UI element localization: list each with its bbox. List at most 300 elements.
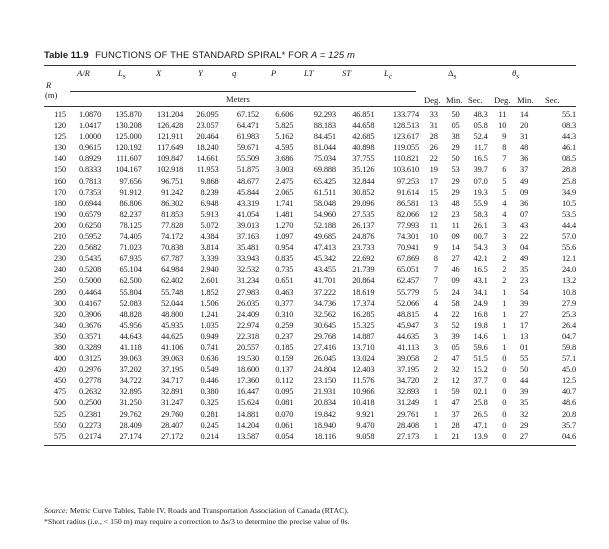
- table-cell: 78.125: [119, 220, 142, 230]
- table-cell: 0.2778: [79, 376, 102, 386]
- table-cell: 210: [53, 232, 66, 242]
- table-cell: 0.2381: [79, 409, 102, 419]
- table-cell: 15.325: [352, 320, 375, 330]
- table-cell: 12: [451, 376, 460, 386]
- table-cell: 0.8929: [79, 154, 102, 164]
- table-cell: 24.804: [313, 365, 336, 375]
- table-cell: 42.1: [473, 254, 488, 264]
- table-cell: 39.058: [396, 354, 420, 364]
- table-cell: 103.610: [392, 165, 420, 175]
- table-row: [44, 275, 576, 286]
- table-cell: 26.137: [352, 220, 375, 230]
- table-cell: 230: [53, 254, 66, 264]
- table-cell: 51.875: [236, 165, 260, 175]
- table-cell: 1: [502, 287, 507, 297]
- table-cell: 0.5682: [79, 243, 102, 253]
- table-row: [44, 320, 576, 331]
- table-cell: 45.947: [396, 320, 420, 330]
- table-cell: 22.974: [236, 320, 260, 330]
- table-cell: 41.701: [313, 276, 336, 286]
- table-cell: 07.0: [473, 176, 488, 186]
- header-y: Y: [198, 68, 203, 78]
- table-cell: 0.446: [200, 376, 219, 386]
- table-cell: 380: [53, 342, 66, 352]
- table-cell: 27: [451, 254, 460, 264]
- table-cell: 0.259: [275, 320, 294, 330]
- table-cell: 340: [53, 320, 66, 330]
- table-cell: 35.126: [352, 165, 375, 175]
- table-cell: 02.1: [473, 387, 488, 397]
- table-cell: 34.717: [161, 376, 184, 386]
- table-cell: 48.3: [473, 110, 488, 119]
- table-cell: 54.960: [313, 209, 336, 219]
- table-cell: 13.024: [352, 354, 375, 364]
- table-cell: 50: [520, 365, 529, 375]
- table-cell: 180: [53, 198, 66, 208]
- table-cell: 2: [502, 265, 507, 275]
- table-cell: 133.774: [392, 110, 420, 119]
- table-cell: 53.5: [561, 209, 576, 219]
- table-cell: 09: [451, 276, 460, 286]
- table-cell: 14: [451, 243, 460, 253]
- header-a-over-r: A/R: [77, 68, 90, 78]
- table-cell: 1: [502, 298, 507, 308]
- table-row: [44, 231, 576, 242]
- table-cell: 74.405: [119, 232, 142, 242]
- table-cell: 119.055: [393, 143, 420, 153]
- table-cell: 9.058: [356, 431, 375, 441]
- table-cell: 16.5: [473, 154, 488, 164]
- table-cell: 400: [53, 354, 66, 364]
- table-cell: 08.5: [561, 154, 576, 164]
- table-cell: 1: [433, 398, 438, 408]
- table-cell: 125.000: [115, 132, 142, 142]
- table-cell: 2.065: [275, 187, 294, 197]
- table-cell: 57.0: [561, 232, 576, 242]
- table-cell: 51.5: [473, 354, 488, 364]
- table-cell: 53: [451, 165, 460, 175]
- table-cell: 22.692: [352, 254, 375, 264]
- table-cell: 65.104: [119, 265, 142, 275]
- table-cell: 05.8: [473, 121, 488, 131]
- table-cell: 48: [451, 198, 460, 208]
- table-cell: 34.1: [473, 287, 488, 297]
- table-cell: 5.825: [275, 121, 294, 131]
- table-cell: 30.852: [352, 187, 375, 197]
- table-cell: 9.868: [200, 176, 219, 186]
- table-cell: 81.044: [313, 143, 336, 153]
- table-cell: 525: [53, 409, 66, 419]
- table-cell: 23.733: [352, 243, 375, 253]
- table-cell: 45.956: [119, 320, 142, 330]
- table-cell: 13.710: [352, 342, 375, 352]
- table-cell: 2: [433, 376, 438, 386]
- table-cell: 31.250: [119, 398, 142, 408]
- table-footer: [44, 505, 576, 527]
- table-cell: 10.418: [352, 398, 375, 408]
- table-cell: 34.722: [119, 376, 142, 386]
- table-cell: 00.7: [473, 232, 488, 242]
- table-cell: 19: [429, 165, 438, 175]
- table-cell: 27.535: [352, 209, 375, 219]
- table-cell: 48.6: [561, 398, 576, 408]
- table-cell: 01: [520, 342, 529, 352]
- table-cell: 26.035: [236, 298, 260, 308]
- header-r-unit: (m): [45, 90, 58, 100]
- table-cell: 0.2976: [79, 365, 102, 375]
- table-cell: 18.240: [196, 143, 219, 153]
- table-cell: 117.649: [157, 143, 184, 153]
- table-body: [44, 109, 576, 442]
- table-cell: 62.500: [119, 276, 142, 286]
- table-cell: 33.943: [236, 254, 260, 264]
- table-cell: 32.893: [396, 387, 420, 397]
- table-cell: 4: [433, 309, 438, 319]
- table-cell: 1: [502, 320, 507, 330]
- table-cell: 20: [520, 121, 529, 131]
- table-row: [44, 386, 576, 397]
- table-cell: 15: [429, 187, 438, 197]
- table-cell: 17.360: [236, 376, 260, 386]
- table-cell: 65.051: [396, 265, 420, 275]
- table-cell: 0.095: [275, 387, 294, 397]
- table-cell: 61.983: [236, 132, 260, 142]
- table-cell: 26.1: [473, 220, 488, 230]
- table-cell: 44.625: [161, 331, 184, 341]
- table-cell: 0.2174: [79, 431, 102, 441]
- table-cell: 77.993: [396, 220, 420, 230]
- table-row: [44, 253, 576, 264]
- table-cell: 8: [502, 143, 507, 153]
- source-text: Metric Curve Tables, Table IV, Roads and Transportation Association of Canada (RTAC).: [69, 506, 349, 515]
- table-cell: 1.506: [200, 298, 219, 308]
- table-cell: 21.931: [313, 387, 336, 397]
- table-cell: 64.984: [161, 265, 184, 275]
- table-cell: 1: [433, 431, 438, 441]
- table-title-a-value: A = 125 m: [310, 50, 356, 61]
- table-row: [44, 420, 576, 431]
- table-cell: 0.6944: [79, 198, 102, 208]
- table-cell: 1.241: [200, 309, 219, 319]
- table-cell: 15.624: [236, 398, 260, 408]
- table-cell: 14.661: [196, 154, 219, 164]
- table-cell: 0.245: [200, 420, 219, 430]
- table-cell: 1.270: [275, 220, 294, 230]
- table-cell: 09: [451, 232, 460, 242]
- table-cell: 28.408: [396, 420, 420, 430]
- table-number: Table 11.9: [44, 50, 89, 61]
- table-cell: 19.842: [313, 409, 336, 419]
- table-cell: 9: [502, 132, 507, 142]
- table-cell: 13.2: [561, 276, 576, 286]
- table-cell: 111.607: [116, 154, 142, 164]
- table-cell: 131.204: [157, 110, 184, 119]
- table-cell: 140: [53, 154, 66, 164]
- table-cell: 1: [502, 331, 507, 341]
- table-cell: 0.4167: [79, 298, 102, 308]
- table-cell: 44.3: [561, 132, 576, 142]
- table-cell: 27.983: [236, 287, 260, 297]
- table-cell: 34.720: [396, 376, 420, 386]
- table-cell: 11: [451, 220, 460, 230]
- table-cell: 0.2632: [79, 387, 102, 397]
- table-cell: 18.600: [236, 365, 260, 375]
- table-row: [44, 109, 576, 120]
- header-delta: $\Delta_s$: [448, 68, 457, 81]
- table-cell: 47: [451, 354, 460, 364]
- table-cell: 22: [520, 232, 529, 242]
- table-cell: 12.403: [352, 365, 375, 375]
- table-cell: 9.921: [356, 409, 375, 419]
- table-row: [44, 153, 576, 164]
- table-cell: 29.762: [119, 409, 142, 419]
- table-cell: 0.741: [200, 342, 219, 352]
- table-row: [44, 264, 576, 275]
- table-row: [44, 209, 576, 220]
- table-cell: 0.3906: [79, 309, 102, 319]
- table-cell: 32.891: [161, 387, 184, 397]
- table-cell: 34.9: [561, 187, 576, 197]
- table-cell: 0.3676: [79, 320, 102, 330]
- table-cell: 58.048: [313, 198, 336, 208]
- table-cell: 74.172: [161, 232, 184, 242]
- table-cell: 55.779: [396, 287, 420, 297]
- table-cell: 44.635: [396, 331, 420, 341]
- table-cell: 45.0: [561, 365, 576, 375]
- table-row: [44, 220, 576, 231]
- bottom-rule: [44, 445, 576, 446]
- table-cell: 0.214: [200, 431, 219, 441]
- table-row: [44, 242, 576, 253]
- table-cell: 49: [520, 254, 529, 264]
- header-sec-1: Sec.: [468, 95, 483, 105]
- table-cell: 48.815: [396, 309, 420, 319]
- table-cell: 52.083: [119, 298, 142, 308]
- table-cell: 0.081: [275, 398, 294, 408]
- table-cell: 32: [451, 365, 460, 375]
- table-cell: 42.685: [352, 132, 375, 142]
- table-cell: 70.838: [161, 243, 184, 253]
- table-cell: 0.949: [200, 331, 219, 341]
- table-cell: 45.844: [236, 187, 260, 197]
- table-cell: 23.150: [313, 376, 336, 386]
- table-cell: 09: [520, 187, 529, 197]
- table-cell: 130.208: [115, 121, 142, 131]
- header-st: ST: [342, 68, 352, 78]
- table-cell: 3.339: [200, 254, 219, 264]
- table-cell: 8.239: [200, 187, 219, 197]
- table-cell: 35.481: [236, 243, 260, 253]
- table-row: [44, 353, 576, 364]
- table-cell: 25.8: [473, 398, 488, 408]
- table-cell: 32.562: [313, 309, 336, 319]
- table-cell: 28.8: [561, 165, 576, 175]
- table-cell: 14.887: [352, 331, 375, 341]
- table-cell: 81.853: [161, 209, 184, 219]
- table-cell: 41.118: [119, 342, 142, 352]
- table-cell: 3: [502, 220, 507, 230]
- table-cell: 26: [429, 143, 438, 153]
- table-cell: 2.475: [275, 176, 294, 186]
- table-cell: 1.481: [275, 209, 294, 219]
- table-cell: 23: [520, 276, 529, 286]
- table-cell: 0: [502, 354, 507, 364]
- table-cell: 11.953: [196, 165, 219, 175]
- table-cell: 3: [433, 320, 438, 330]
- table-cell: 69.888: [313, 165, 336, 175]
- table-cell: 24.876: [352, 232, 375, 242]
- table-cell: 04: [520, 243, 529, 253]
- table-cell: 0.185: [275, 342, 294, 352]
- table-cell: 39: [520, 298, 529, 308]
- table-cell: 0.061: [275, 420, 294, 430]
- table-cell: 2: [433, 365, 438, 375]
- table-cell: 6.606: [275, 110, 294, 119]
- table-cell: 0.377: [275, 298, 294, 308]
- table-cell: 0.137: [275, 365, 294, 375]
- table-cell: 29.096: [352, 198, 375, 208]
- table-cell: 37.195: [396, 365, 420, 375]
- table-cell: 28: [429, 132, 438, 142]
- table-cell: 41.113: [397, 342, 420, 352]
- table-cell: 64.471: [236, 121, 260, 131]
- table-row: [44, 375, 576, 386]
- table-cell: 82.066: [396, 209, 420, 219]
- table-cell: 48: [520, 143, 529, 153]
- header-meters: Meters: [226, 94, 250, 104]
- table-row: [44, 176, 576, 187]
- table-cell: 104.167: [115, 165, 142, 175]
- table-cell: 29: [520, 420, 529, 430]
- table-cell: 62.402: [161, 276, 184, 286]
- table-cell: 65.425: [313, 176, 336, 186]
- table-cell: 13.587: [236, 431, 260, 441]
- table-cell: 61.511: [314, 187, 336, 197]
- table-cell: 3.686: [275, 154, 294, 164]
- table-cell: 26.4: [561, 320, 576, 330]
- table-cell: 15.2: [473, 365, 488, 375]
- table-cell: 37.163: [236, 232, 260, 242]
- table-cell: 0.3571: [79, 331, 102, 341]
- table-cell: 120.192: [115, 143, 142, 153]
- table-cell: 25.8: [561, 176, 576, 186]
- table-cell: 37.195: [161, 365, 184, 375]
- table-cell: 37.202: [119, 365, 142, 375]
- table-cell: 16.447: [236, 387, 260, 397]
- table-cell: 45.342: [313, 254, 336, 264]
- table-cell: 96.751: [161, 176, 184, 186]
- table-cell: 1.852: [200, 287, 219, 297]
- table-cell: 31: [520, 132, 529, 142]
- table-cell: 0.325: [200, 398, 219, 408]
- table-cell: 91.912: [119, 187, 142, 197]
- table-cell: 0.3125: [79, 354, 102, 364]
- table-cell: 28: [451, 420, 460, 430]
- table-cell: 1: [502, 342, 507, 352]
- table-cell: 35: [520, 265, 529, 275]
- table-cell: 86.806: [119, 198, 142, 208]
- table-cell: 45.935: [161, 320, 184, 330]
- table-cell: 27.416: [313, 342, 336, 352]
- table-cell: 48.677: [236, 176, 260, 186]
- table-cell: 32.844: [352, 176, 375, 186]
- table-cell: 18.116: [314, 431, 336, 441]
- table-cell: 52.4: [473, 132, 488, 142]
- table-cell: 31.234: [236, 276, 260, 286]
- table-cell: 0: [502, 365, 507, 375]
- table-cell: 54: [520, 287, 529, 297]
- table-cell: 29: [451, 187, 460, 197]
- header-p: P: [271, 68, 277, 78]
- table-cell: 59.671: [236, 143, 260, 153]
- table-cell: 2.601: [200, 276, 219, 286]
- table-cell: 55: [520, 354, 529, 364]
- table-cell: 97.253: [396, 176, 420, 186]
- table-cell: 29: [451, 143, 460, 153]
- table-cell: 13: [520, 331, 529, 341]
- table-cell: 14: [520, 110, 529, 119]
- table-cell: 11.7: [473, 143, 488, 153]
- table-row: [44, 131, 576, 142]
- table-cell: 05: [451, 342, 460, 352]
- table-cell: 20.557: [236, 342, 260, 352]
- table-cell: 04.6: [561, 431, 576, 441]
- table-cell: 39: [451, 331, 460, 341]
- table-cell: 50: [451, 154, 460, 164]
- table-cell: 27.174: [119, 431, 142, 441]
- table-cell: 16.285: [352, 309, 375, 319]
- table-cell: 128.513: [392, 121, 420, 131]
- table-cell: 121.911: [157, 132, 184, 142]
- table-cell: 300: [53, 298, 66, 308]
- source-label: Source:: [44, 506, 68, 515]
- table-cell: 125: [53, 132, 66, 142]
- table-cell: 67.152: [236, 110, 260, 119]
- table-cell: 9: [433, 243, 438, 253]
- table-cell: 44.658: [352, 121, 375, 131]
- table-cell: 0.835: [275, 254, 294, 264]
- table-cell: 52.066: [396, 298, 420, 308]
- table-cell: 48.828: [119, 309, 142, 319]
- table-cell: 1.741: [275, 198, 294, 208]
- table-cell: 40.7: [561, 387, 576, 397]
- table-cell: 70.941: [396, 243, 420, 253]
- table-cell: 3: [502, 243, 507, 253]
- table-cell: 1: [502, 309, 507, 319]
- table-cell: 39.063: [161, 354, 184, 364]
- table-cell: 5.162: [275, 132, 294, 142]
- table-cell: 19.530: [236, 354, 260, 364]
- table-cell: 20.464: [196, 132, 219, 142]
- table-row: [44, 142, 576, 153]
- table-row: [44, 342, 576, 353]
- table-cell: 14.6: [473, 331, 488, 341]
- table-cell: 320: [53, 309, 66, 319]
- table-cell: 48.800: [161, 309, 184, 319]
- table-cell: 10.8: [561, 287, 576, 297]
- table-cell: 12: [429, 209, 438, 219]
- table-cell: 0.5208: [79, 265, 102, 275]
- table-cell: 18.940: [313, 420, 336, 430]
- table-cell: 6.948: [200, 198, 219, 208]
- table-cell: 91.614: [396, 187, 420, 197]
- table-cell: 28.409: [119, 420, 142, 430]
- header-q: q: [232, 68, 237, 78]
- table-cell: 35.7: [561, 420, 576, 430]
- table-cell: 37.7: [473, 376, 488, 386]
- table-cell: 10: [498, 121, 507, 131]
- table-cell: 0.159: [275, 354, 294, 364]
